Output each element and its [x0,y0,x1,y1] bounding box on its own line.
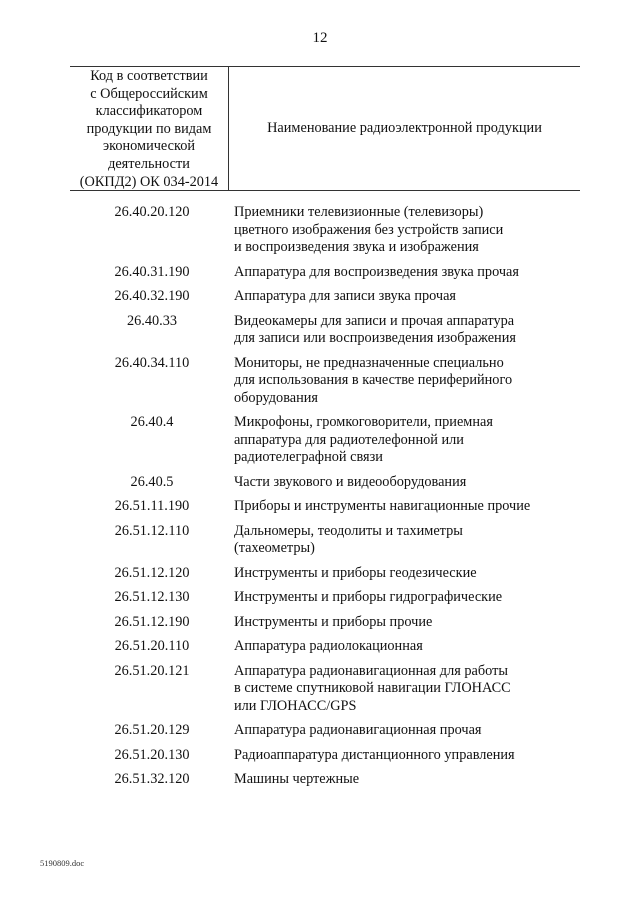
table-row [0,414,640,467]
product-name: Мониторы, не предназначенные специально для использования в качестве периферийного оборудования [234,354,513,406]
okpd2-code: 26.40.33 [126,312,178,329]
table-row [0,288,640,306]
okpd2-code: 26.40.20.120 [114,204,190,220]
product-name: Приемники телевизионные (телевизоры) цветного изображения без устройств записи и воспроизведения звука и изображения [234,204,504,255]
product-name: Аппаратура радиолокационная [234,638,423,654]
okpd2-code: 26.40.4 [130,414,174,430]
product-table-body [0,204,640,796]
product-name: Микрофоны, громкоговорители, приемная аппаратура для радиотелефонной или радиотелеграфной связи [234,414,493,465]
table-header-top-border [70,66,580,67]
product-name: Части звукового и видеооборудования [234,473,467,490]
table-row [0,565,640,583]
table-row [0,614,640,632]
okpd2-code: 26.51.20.110 [114,638,190,654]
okpd2-code: 26.51.12.190 [114,613,190,630]
okpd2-code: 26.40.5 [130,473,174,490]
okpd2-code: 26.51.12.120 [114,564,190,581]
table-row [0,638,640,656]
table-row [0,722,640,740]
okpd2-code: 26.51.32.120 [114,771,190,787]
table-row [0,474,640,492]
okpd2-code: 26.51.20.121 [114,662,190,679]
table-row [0,355,640,408]
okpd2-code: 26.51.12.110 [114,522,190,539]
product-name: Машины чертежные [234,771,360,787]
table-row [0,747,640,765]
okpd2-code: 26.51.20.130 [114,746,190,763]
table-row [0,523,640,558]
okpd2-code: 26.40.31.190 [114,263,190,280]
document-footer-filename: 5190809.doc [40,858,85,868]
okpd2-code: 26.51.11.190 [114,498,190,514]
table-row [0,313,640,348]
table-row [0,204,640,257]
product-name: Видеокамеры для записи и прочая аппаратура для записи или воспроизведения изображения [234,312,516,346]
product-name: Радиоаппаратура дистанционного управления [234,746,515,763]
product-name: Инструменты и приборы гидрографические [234,589,503,605]
okpd2-code: 26.51.12.130 [114,589,190,605]
product-name: Инструменты и приборы геодезические [234,564,477,581]
table-header-bottom-border [70,190,580,191]
product-name: Дальномеры, теодолиты и тахиметры (тахеометры) [234,522,463,556]
header-code-column: Код в соответствии с Общероссийским классификатором продукции по видам экономической деятельности (ОКПД2) ОК 034-2014 [79,68,219,190]
product-name: Аппаратура радионавигационная для работы в системе спутниковой навигации ГЛОНАСС или ГЛОНАСС/GPS [234,662,511,714]
table-row [0,589,640,607]
product-name: Приборы и инструменты навигационные прочие [234,498,531,514]
okpd2-code: 26.51.20.129 [114,722,190,738]
table-row [0,264,640,282]
product-name: Инструменты и приборы прочие [234,613,433,630]
product-name: Аппаратура для воспроизведения звука прочая [234,263,519,280]
table-row [0,771,640,789]
table-row [0,663,640,716]
product-name: Аппаратура радионавигационная прочая [234,722,482,738]
okpd2-code: 26.40.32.190 [114,288,190,304]
okpd2-code: 26.40.34.110 [114,354,190,371]
page-number: 12 [312,30,328,46]
header-name-column: Наименование радиоэлектронной продукции [267,120,542,136]
product-name: Аппаратура для записи звука прочая [234,288,457,304]
table-row [0,498,640,516]
